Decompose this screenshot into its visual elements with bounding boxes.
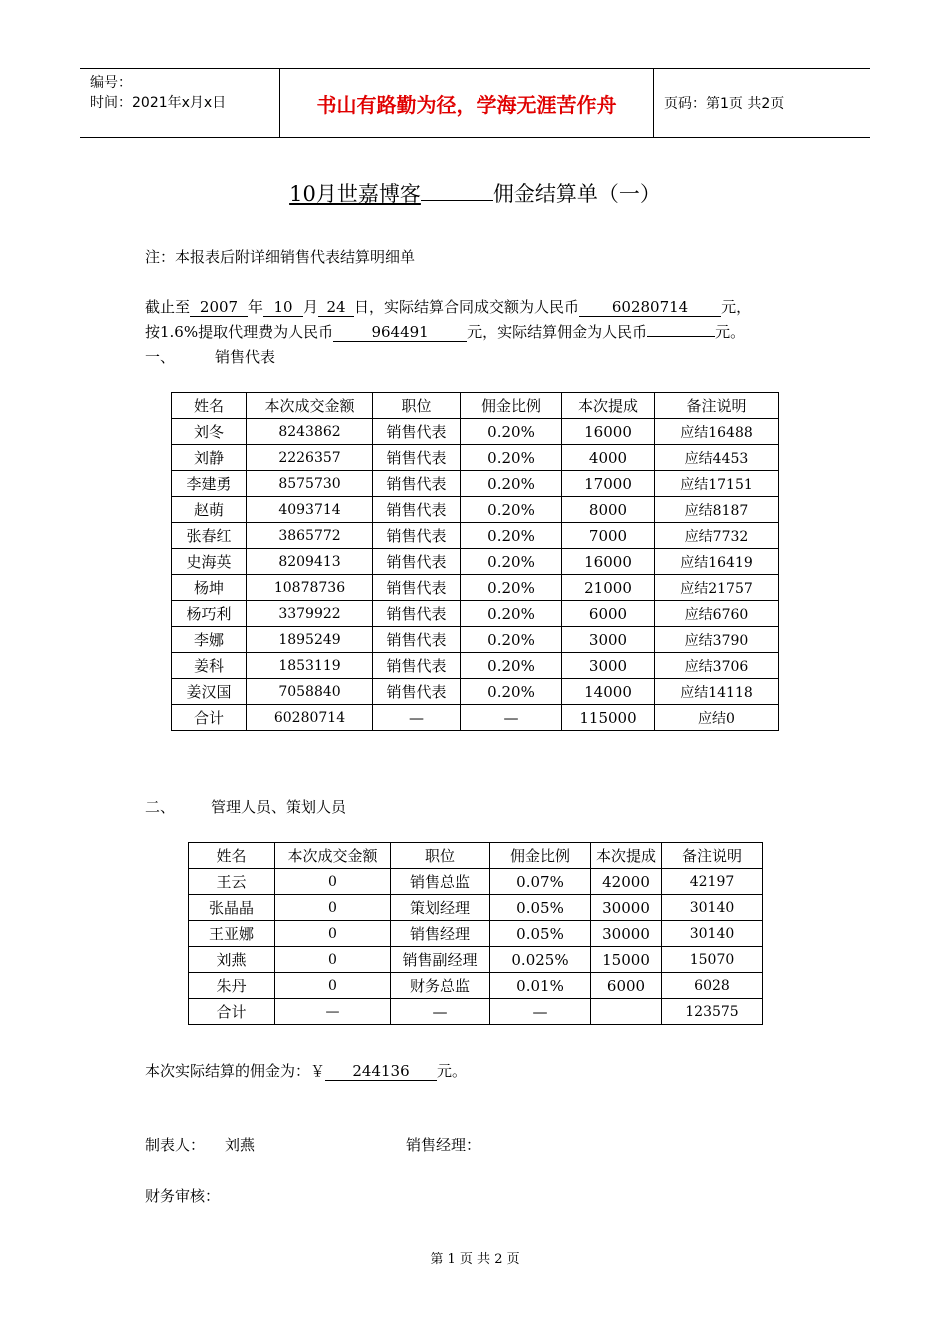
table-cell: 15070 <box>662 947 763 973</box>
column-header: 佣金比例 <box>461 393 562 419</box>
title-part2: 佣金结算单（一） <box>492 182 661 206</box>
table-cell: 赵萌 <box>172 497 247 523</box>
table-row <box>172 653 779 679</box>
table-cell: 6000 <box>562 601 655 627</box>
table-cell: — <box>461 705 562 731</box>
table-cell: 30140 <box>662 895 763 921</box>
table-cell: 销售代表 <box>373 601 461 627</box>
table-row <box>172 679 779 705</box>
table-cell: 张晶晶 <box>189 895 275 921</box>
table-cell: 0.05% <box>490 895 591 921</box>
table-cell: 0.20% <box>461 679 562 705</box>
note-text: 注：本报表后附详细销售代表结算明细单 <box>145 248 416 266</box>
table-cell: — <box>490 999 591 1025</box>
management-table <box>188 842 763 1025</box>
column-header: 姓名 <box>172 393 247 419</box>
time-label: 时间：2021年x月x日 <box>90 95 227 111</box>
table-cell: 销售代表 <box>373 679 461 705</box>
summary-line2-prefix: 按1.6%提取代理费为人民币 <box>145 323 334 341</box>
table-cell <box>591 999 662 1025</box>
table-cell: 刘静 <box>172 445 247 471</box>
total-prefix: 本次实际结算的佣金为：￥ <box>145 1062 326 1080</box>
total-amount: 244136 <box>325 1063 437 1081</box>
section2-heading <box>145 796 346 817</box>
table-row <box>189 869 763 895</box>
section2-num: 二、 <box>145 798 176 816</box>
table-cell: 杨坤 <box>172 575 247 601</box>
column-header: 备注说明 <box>662 843 763 869</box>
table-cell: 张春红 <box>172 523 247 549</box>
table-cell: 姜科 <box>172 653 247 679</box>
table-cell: 销售代表 <box>373 523 461 549</box>
table-row <box>189 895 763 921</box>
table-cell: 0.025% <box>490 947 591 973</box>
total-row <box>189 999 763 1025</box>
finance-review-label: 财务审核： <box>145 1187 221 1205</box>
summary-commission <box>647 336 715 337</box>
table-cell: 10878736 <box>247 575 373 601</box>
summary-line2-mid: 元，实际结算佣金为人民币 <box>467 323 648 341</box>
table-cell: 销售副经理 <box>391 947 490 973</box>
table-cell: — <box>391 999 490 1025</box>
maker-name: 刘燕 <box>225 1136 256 1154</box>
summary-fee: 964491 <box>333 324 467 342</box>
table-cell: 14000 <box>562 679 655 705</box>
summary-prefix: 截止至 <box>145 298 191 316</box>
table-cell: 应结4453 <box>655 445 779 471</box>
table-cell: 42197 <box>662 869 763 895</box>
table-row <box>189 973 763 999</box>
table-cell: 0 <box>275 895 391 921</box>
table-cell: 姜汉国 <box>172 679 247 705</box>
table-cell: 8243862 <box>247 419 373 445</box>
table-cell: 2226357 <box>247 445 373 471</box>
summary-amount-unit: 元， <box>721 298 752 316</box>
table-cell: 0.20% <box>461 523 562 549</box>
table-cell: 王云 <box>189 869 275 895</box>
table-cell: 李娜 <box>172 627 247 653</box>
summary-mid: 日，实际结算合同成交额为人民币 <box>354 298 580 316</box>
column-header: 本次提成 <box>591 843 662 869</box>
table-cell: 合计 <box>172 705 247 731</box>
total-suffix: 元。 <box>437 1062 468 1080</box>
table-cell: 应结16419 <box>655 549 779 575</box>
table-header-row <box>172 393 779 419</box>
table-cell: 刘燕 <box>189 947 275 973</box>
table-cell: 杨巧利 <box>172 601 247 627</box>
table-row <box>172 575 779 601</box>
summary-amount: 60280714 <box>579 299 721 317</box>
total-row <box>172 705 779 731</box>
table-cell: — <box>373 705 461 731</box>
table-cell: 应结14118 <box>655 679 779 705</box>
table-cell: 销售代表 <box>373 445 461 471</box>
table-row <box>172 497 779 523</box>
table-cell: 合计 <box>189 999 275 1025</box>
table-cell: 0.20% <box>461 627 562 653</box>
sales-manager-label: 销售经理： <box>406 1136 482 1154</box>
table-cell: 16000 <box>562 549 655 575</box>
table-cell: 应结21757 <box>655 575 779 601</box>
table-row <box>172 471 779 497</box>
header-page-info: 页码：第1页 共2页 <box>664 96 785 112</box>
section2-title: 管理人员、策划人员 <box>211 798 347 816</box>
table-cell: 1895249 <box>247 627 373 653</box>
table-cell: 销售代表 <box>373 497 461 523</box>
table-cell: 朱丹 <box>189 973 275 999</box>
column-header: 职位 <box>391 843 490 869</box>
summary-line-1 <box>145 296 751 317</box>
table-cell: 0.20% <box>461 471 562 497</box>
table-row <box>172 549 779 575</box>
column-header: 本次提成 <box>562 393 655 419</box>
column-header: 佣金比例 <box>490 843 591 869</box>
table-cell: 策划经理 <box>391 895 490 921</box>
table-cell: 应结16488 <box>655 419 779 445</box>
table-cell: 应结3706 <box>655 653 779 679</box>
table-cell: 刘冬 <box>172 419 247 445</box>
table-cell: 8575730 <box>247 471 373 497</box>
table-cell: 60280714 <box>247 705 373 731</box>
table-cell: 应结17151 <box>655 471 779 497</box>
table-cell: 30000 <box>591 895 662 921</box>
table-cell: 3000 <box>562 627 655 653</box>
summary-year: 2007 <box>190 299 248 317</box>
table-cell: 0.20% <box>461 445 562 471</box>
summary-month-unit: 月 <box>303 298 319 316</box>
table-cell: 30000 <box>591 921 662 947</box>
column-header: 备注说明 <box>655 393 779 419</box>
column-header: 本次成交金额 <box>275 843 391 869</box>
table-cell: 42000 <box>591 869 662 895</box>
header-meta <box>80 69 280 137</box>
table-cell: — <box>275 999 391 1025</box>
table-cell: 0.20% <box>461 575 562 601</box>
maker-line <box>145 1134 255 1155</box>
section1-heading <box>145 346 275 367</box>
table-cell: 30140 <box>662 921 763 947</box>
table-cell: 应结3790 <box>655 627 779 653</box>
table-cell: 0.20% <box>461 419 562 445</box>
table-row <box>172 419 779 445</box>
table-cell: 史海英 <box>172 549 247 575</box>
section1-num: 一、 <box>145 348 176 366</box>
table-cell: 销售经理 <box>391 921 490 947</box>
table-cell: 0 <box>275 921 391 947</box>
table-cell: 4000 <box>562 445 655 471</box>
table-row <box>172 523 779 549</box>
table-cell: 0.01% <box>490 973 591 999</box>
table-cell: 财务总监 <box>391 973 490 999</box>
table-cell: 0.20% <box>461 549 562 575</box>
table-cell: 8000 <box>562 497 655 523</box>
table-cell: 应结6760 <box>655 601 779 627</box>
table-cell: 销售代表 <box>373 419 461 445</box>
table-cell: 销售代表 <box>373 653 461 679</box>
table-cell: 115000 <box>562 705 655 731</box>
table-cell: 3000 <box>562 653 655 679</box>
summary-line2-unit: 元。 <box>715 323 746 341</box>
table-cell: 1853119 <box>247 653 373 679</box>
summary-year-unit: 年 <box>248 298 264 316</box>
sales-rep-table <box>171 392 779 731</box>
page-title <box>0 178 950 208</box>
summary-line-2 <box>145 321 745 342</box>
table-cell: 0.20% <box>461 497 562 523</box>
table-cell: 0.05% <box>490 921 591 947</box>
table-cell: 4093714 <box>247 497 373 523</box>
table-cell: 0 <box>275 947 391 973</box>
table-cell: 0.07% <box>490 869 591 895</box>
column-header: 本次成交金额 <box>247 393 373 419</box>
title-blank <box>421 182 493 201</box>
table-cell: 应结0 <box>655 705 779 731</box>
table-cell: 16000 <box>562 419 655 445</box>
table-cell: 17000 <box>562 471 655 497</box>
table-header-row <box>189 843 763 869</box>
table-cell: 销售代表 <box>373 471 461 497</box>
table-cell: 15000 <box>591 947 662 973</box>
table-row <box>172 445 779 471</box>
table-cell: 销售代表 <box>373 627 461 653</box>
maker-label: 制表人： <box>145 1136 206 1154</box>
table-cell: 0.20% <box>461 601 562 627</box>
section1-title: 销售代表 <box>215 348 276 366</box>
title-part1: 10月世嘉博客 <box>289 182 421 206</box>
table-row <box>189 921 763 947</box>
table-cell: 0 <box>275 973 391 999</box>
header-motto: 书山有路勤为径，学海无涯苦作舟 <box>280 69 654 137</box>
table-cell: 8209413 <box>247 549 373 575</box>
summary-month: 10 <box>263 299 303 317</box>
table-cell: 3865772 <box>247 523 373 549</box>
table-cell: 6028 <box>662 973 763 999</box>
column-header: 职位 <box>373 393 461 419</box>
table-cell: 7000 <box>562 523 655 549</box>
table-row <box>172 627 779 653</box>
table-cell: 应结8187 <box>655 497 779 523</box>
page-footer: 第 1 页 共 2 页 <box>430 1252 520 1267</box>
table-cell: 0.20% <box>461 653 562 679</box>
table-cell: 0 <box>275 869 391 895</box>
total-line <box>145 1060 467 1081</box>
table-row <box>189 947 763 973</box>
table-cell: 123575 <box>662 999 763 1025</box>
column-header: 姓名 <box>189 843 275 869</box>
table-row <box>172 601 779 627</box>
table-cell: 李建勇 <box>172 471 247 497</box>
table-cell: 销售总监 <box>391 869 490 895</box>
table-cell: 21000 <box>562 575 655 601</box>
table-cell: 销售代表 <box>373 575 461 601</box>
document-header <box>80 68 870 138</box>
number-label: 编号： <box>90 75 132 91</box>
table-cell: 王亚娜 <box>189 921 275 947</box>
table-cell: 7058840 <box>247 679 373 705</box>
table-cell: 应结7732 <box>655 523 779 549</box>
table-cell: 销售代表 <box>373 549 461 575</box>
table-cell: 6000 <box>591 973 662 999</box>
summary-day: 24 <box>318 299 354 317</box>
table-cell: 3379922 <box>247 601 373 627</box>
